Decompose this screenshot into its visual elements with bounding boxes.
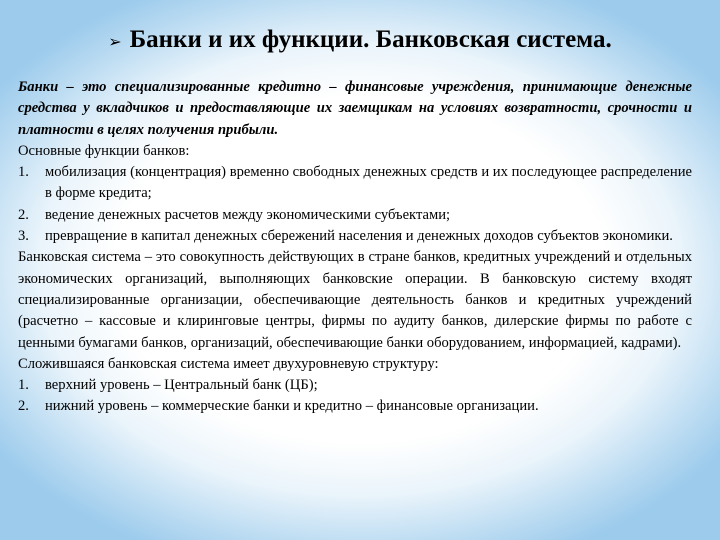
list-item [18, 396, 692, 417]
list-item [18, 162, 692, 205]
list-number: 2. [18, 398, 29, 415]
structure-heading: Сложившаяся банковская система имеет двухуровневую структуру: [18, 355, 439, 372]
list-item [18, 226, 692, 247]
list-item-text: ведение денежных расчетов между экономическими субъектами; [45, 206, 451, 223]
body-text [18, 77, 692, 418]
banking-system-paragraph: Банковская система – это совокупность действующих в стране банков, кредитных учреждений и отдельных экономических организаций, выполняющих банковские операции. В банковскую систему входят специализированные организации, обеспечивающие деятельность банков и кредитных учреждений (расчетно – кассовые и клиринговые центры, фирмы по аудиту банков, дилерские фирмы по работе с ценными бумагами банков, организаций, обеспечивающие банки оборудованием, информацией, кадрами). [18, 249, 692, 351]
slide-title [0, 26, 720, 54]
list-item-text: нижний уровень – коммерческие банки и кредитно – финансовые организации. [45, 398, 539, 415]
list-item-text: верхний уровень – Центральный банк (ЦБ); [45, 377, 318, 394]
bank-definition: Банки – это специализированные кредитно – финансовые учреждения, принимающие денежные средства у вкладчиков и предоставляющие их заемщикам на условиях возвратности, срочности и платности в целях получения прибыли. [18, 79, 692, 138]
arrow-bullet-icon: ➢ [108, 32, 122, 51]
list-item [18, 205, 692, 226]
page-title: Банки и их функции. Банковская система. [129, 26, 612, 53]
functions-list [18, 162, 692, 247]
list-number: 3. [18, 228, 29, 245]
list-number: 2. [18, 206, 29, 223]
functions-heading: Основные функции банков: [18, 142, 190, 159]
list-item-text: превращение в капитал денежных сбережений населения и денежных доходов субъектов экономики. [45, 228, 673, 245]
list-item [18, 375, 692, 396]
structure-list [18, 375, 692, 418]
list-number: 1. [18, 377, 29, 394]
list-number: 1. [18, 164, 29, 181]
list-item-text: мобилизация (концентрация) временно свободных денежных средств и их последующее распределение в форме кредита; [45, 164, 692, 202]
